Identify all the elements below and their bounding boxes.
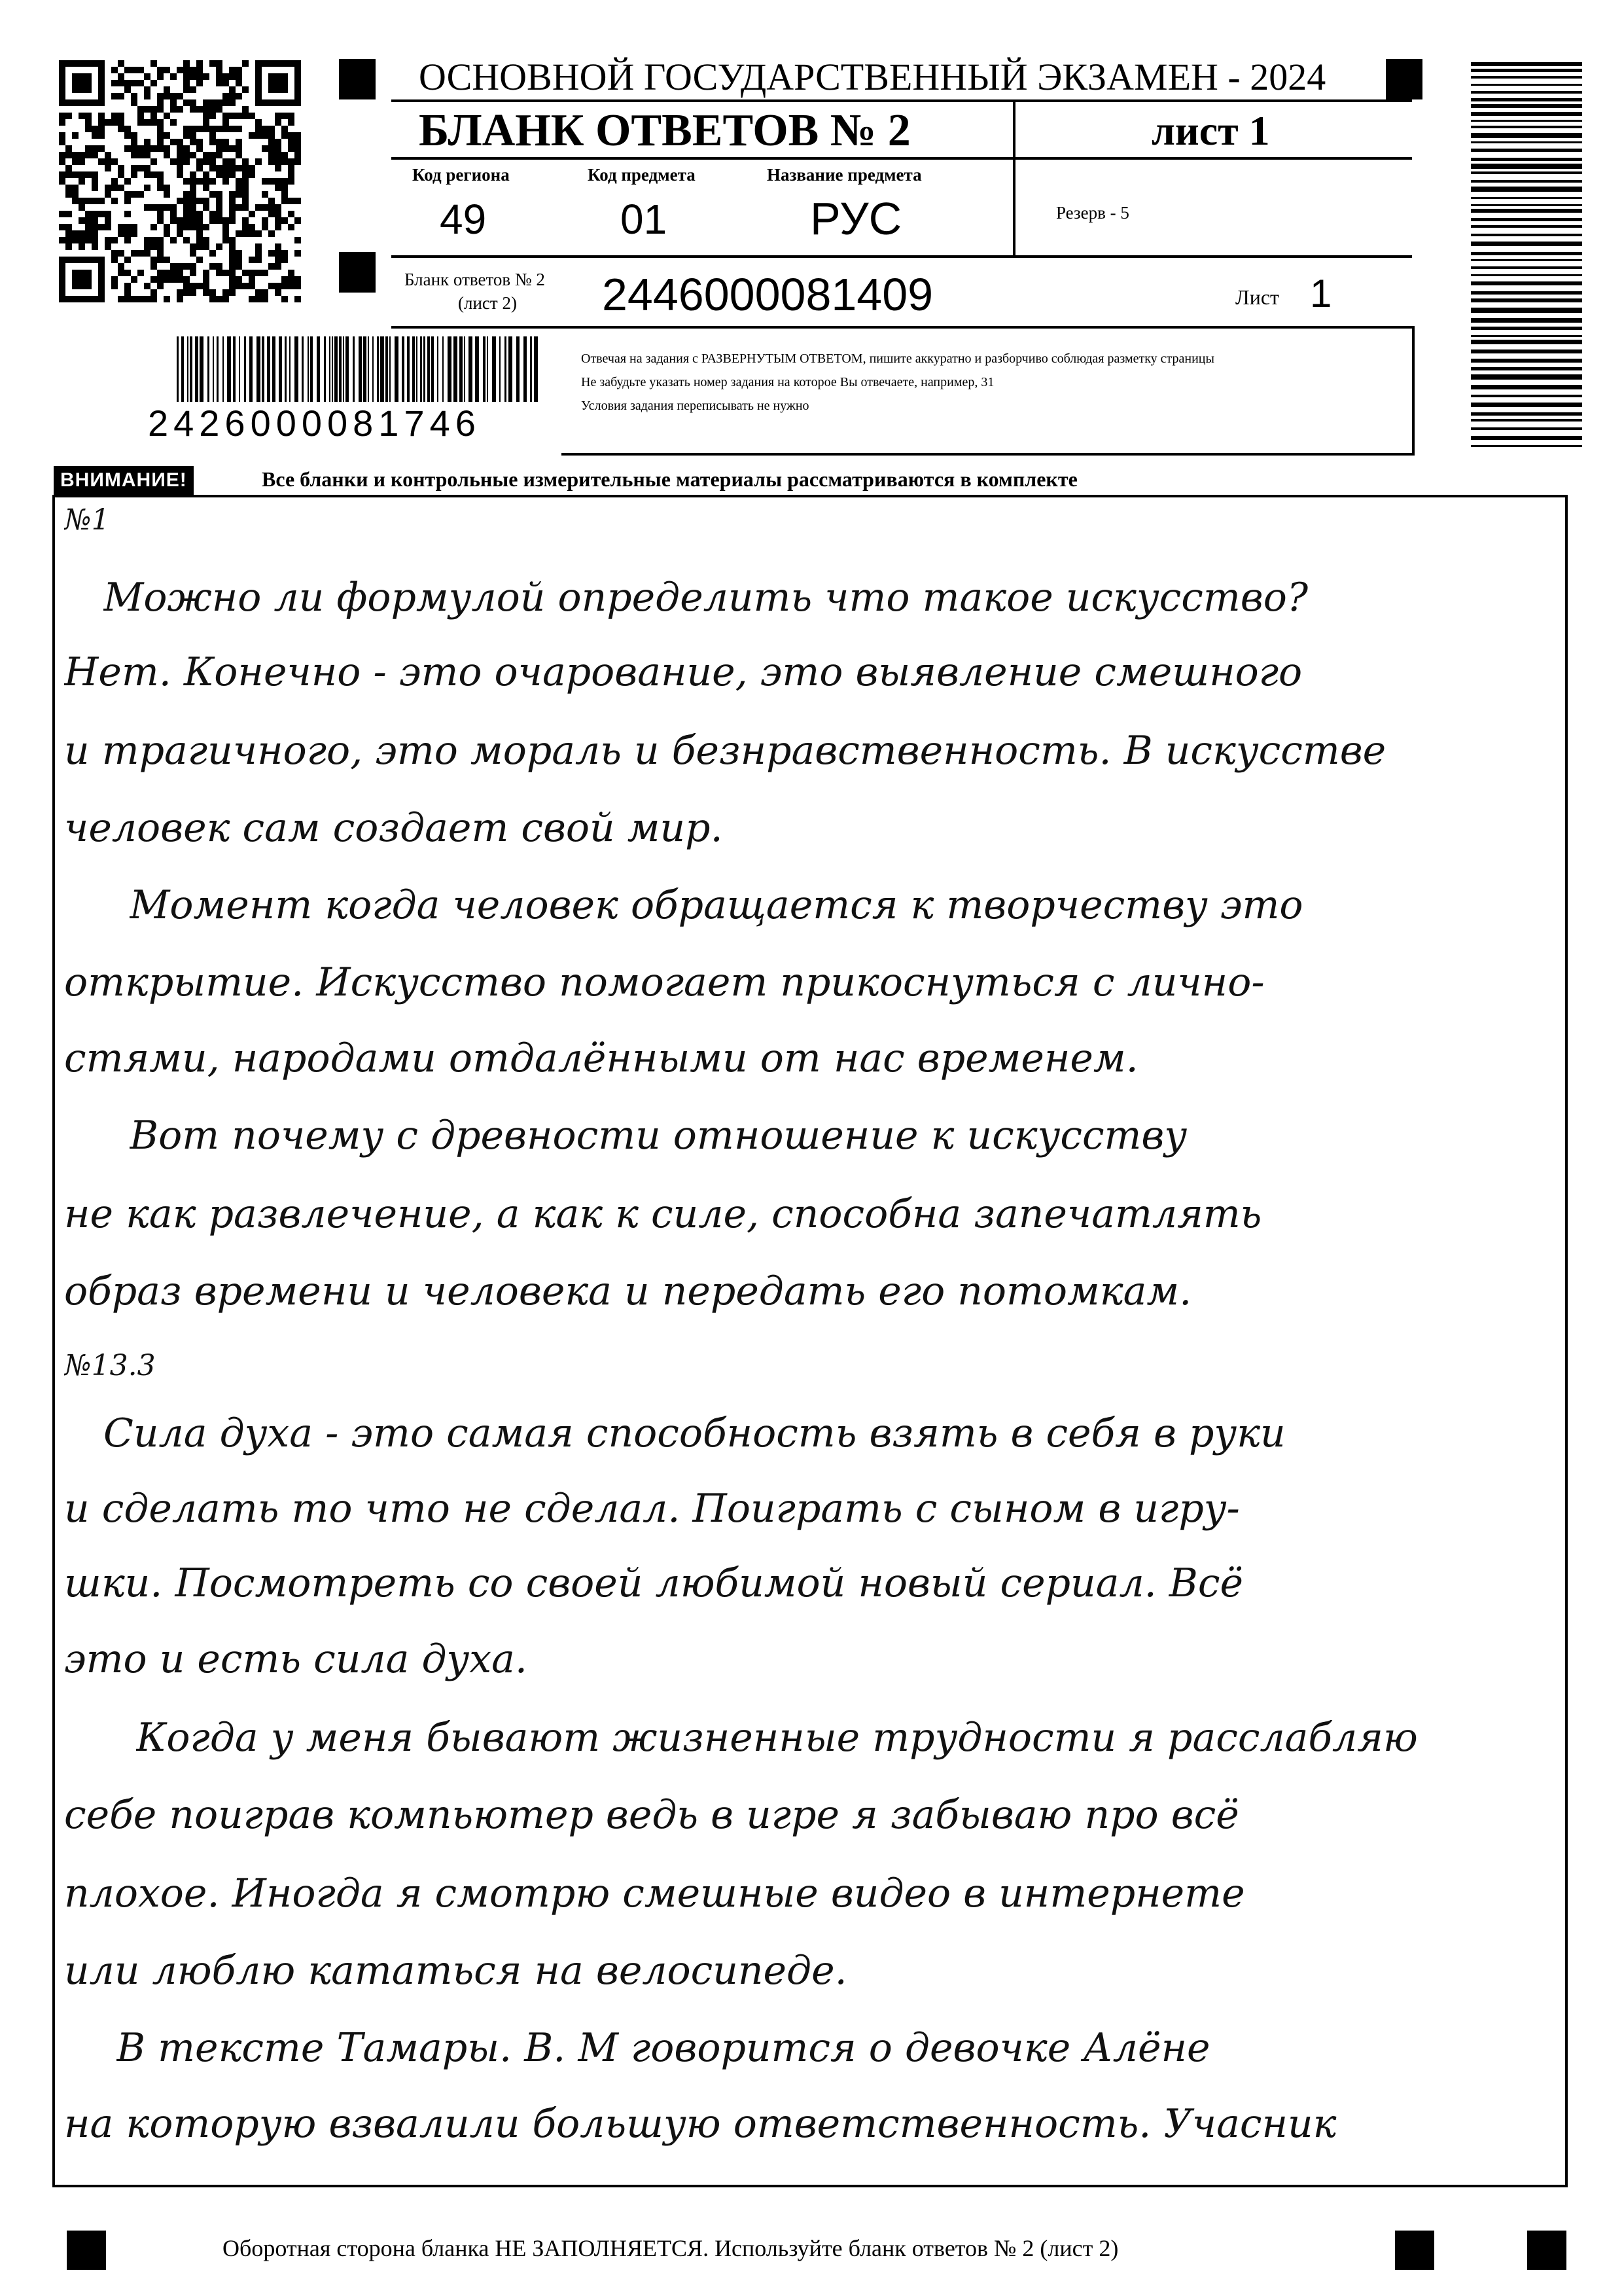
side-barcode (1471, 62, 1582, 455)
instruction-2: Не забудьте указать номер задания на которое Вы отвечаете, например, 31 (581, 375, 995, 389)
answer-line: Сила духа - это самая способность взять в себя в руки (103, 1410, 1286, 1456)
attention-text: Все бланки и контрольные измерительные материалы рассматриваются в комплекте (262, 467, 1078, 491)
answer-line: себе поиграв компьютер ведь в игре я забываю про всё (64, 1792, 1239, 1838)
header-rule-2 (391, 157, 1412, 160)
answer-line: и трагичного, это мораль и безнравственность. В искусстве (64, 728, 1386, 774)
answer-line: №1 (64, 503, 110, 537)
horizontal-barcode (177, 336, 543, 408)
attention-badge: ВНИМАНИЕ! (54, 466, 194, 495)
answer-line: шки. Посмотреть со своей любимой новый сериал. Всё (64, 1560, 1243, 1606)
form-title: БЛАНК ОТВЕТОВ № 2 (419, 105, 911, 156)
subject-name-value: РУС (810, 193, 902, 244)
instruction-3: Условия задания переписывать не нужно (581, 399, 809, 413)
instruction-1: Отвечая на задания с РАЗВЕРНУТЫМ ОТВЕТОМ, пишите аккуратно и разборчиво соблюдая разметку страницы (581, 351, 1214, 366)
registration-mark-bottom-right (1527, 2231, 1566, 2270)
answer-line: открытие. Искусство помогает прикоснуться с лично- (64, 960, 1265, 1005)
instructions (581, 347, 1214, 418)
answer-line: В тексте Тамары. В. М говорится о девочке Алёне (116, 2025, 1210, 2071)
header-divider (1013, 99, 1015, 257)
answer-line: это и есть сила духа. (64, 1636, 527, 1682)
qr-code (59, 60, 301, 302)
header-rule-3 (391, 255, 1412, 258)
subject-code-value: 01 (620, 196, 667, 243)
form-number: 2446000081409 (602, 269, 934, 320)
answer-line: Момент когда человек обращается к творчеству это (130, 882, 1303, 928)
answer-line: и сделать то что не сделал. Поиграть с сыном в игру- (64, 1486, 1240, 1532)
answer-line: не как развлечение, а как к силе, способна запечатлять (64, 1191, 1262, 1237)
answer-line: Вот почему с древности отношение к искусству (130, 1113, 1188, 1158)
answer-line: на которую взвалили большую ответственность. Учасник (64, 2101, 1337, 2147)
form-ref-line1: Бланк ответов № 2 (404, 270, 545, 289)
registration-mark-bottom-left (67, 2231, 106, 2270)
answer-line: стями, народами отдалёнными от нас временем. (64, 1035, 1139, 1081)
answer-line: Когда у меня бывают жизненные трудности я расслабляю (136, 1715, 1418, 1761)
instructions-bracket-bottom (561, 453, 1415, 456)
registration-mark-top-left (339, 59, 376, 99)
sheet-word: Лист (1235, 285, 1280, 309)
exam-title: ОСНОВНОЙ ГОСУДАРСТВЕННЫЙ ЭКЗАМЕН - 2024 (419, 56, 1326, 98)
answer-line: образ времени и человека и передать его потомкам. (64, 1268, 1192, 1314)
registration-mark-mid-left (339, 252, 376, 293)
barcode-number: 2426000081746 (148, 403, 481, 444)
sheet-number: 1 (1310, 272, 1332, 315)
form-ref-line2: (лист 2) (458, 293, 517, 313)
answer-line: плохое. Иногда я смотрю смешные видео в интернете (64, 1871, 1245, 1916)
reserve-label: Резерв - 5 (1056, 203, 1129, 223)
subject-code-label: Код предмета (588, 165, 696, 185)
sheet-label: лист 1 (1152, 107, 1270, 154)
answer-line: человек сам создает свой мир. (64, 805, 723, 851)
header-rule-4 (391, 326, 1412, 329)
answer-line: или люблю кататься на велосипеде. (64, 1948, 847, 1994)
region-code-value: 49 (440, 196, 487, 243)
registration-mark-top-right (1386, 59, 1422, 99)
answer-text (64, 501, 1562, 2183)
answer-line: Нет. Конечно - это очарование, это выявление смешного (64, 649, 1303, 695)
instructions-bracket (1412, 326, 1415, 454)
region-code-label: Код региона (412, 165, 510, 185)
subject-name-label: Название предмета (767, 165, 922, 185)
footer-note: Оборотная сторона бланка НЕ ЗАПОЛНЯЕТСЯ. Используйте бланк ответов № 2 (лист 2) (222, 2235, 1119, 2261)
registration-mark-bottom-mid (1395, 2231, 1434, 2270)
header-rule-1 (391, 99, 1412, 102)
answer-line: Можно ли формулой определить что такое искусство? (103, 575, 1308, 620)
answer-line: №13.3 (64, 1349, 156, 1382)
